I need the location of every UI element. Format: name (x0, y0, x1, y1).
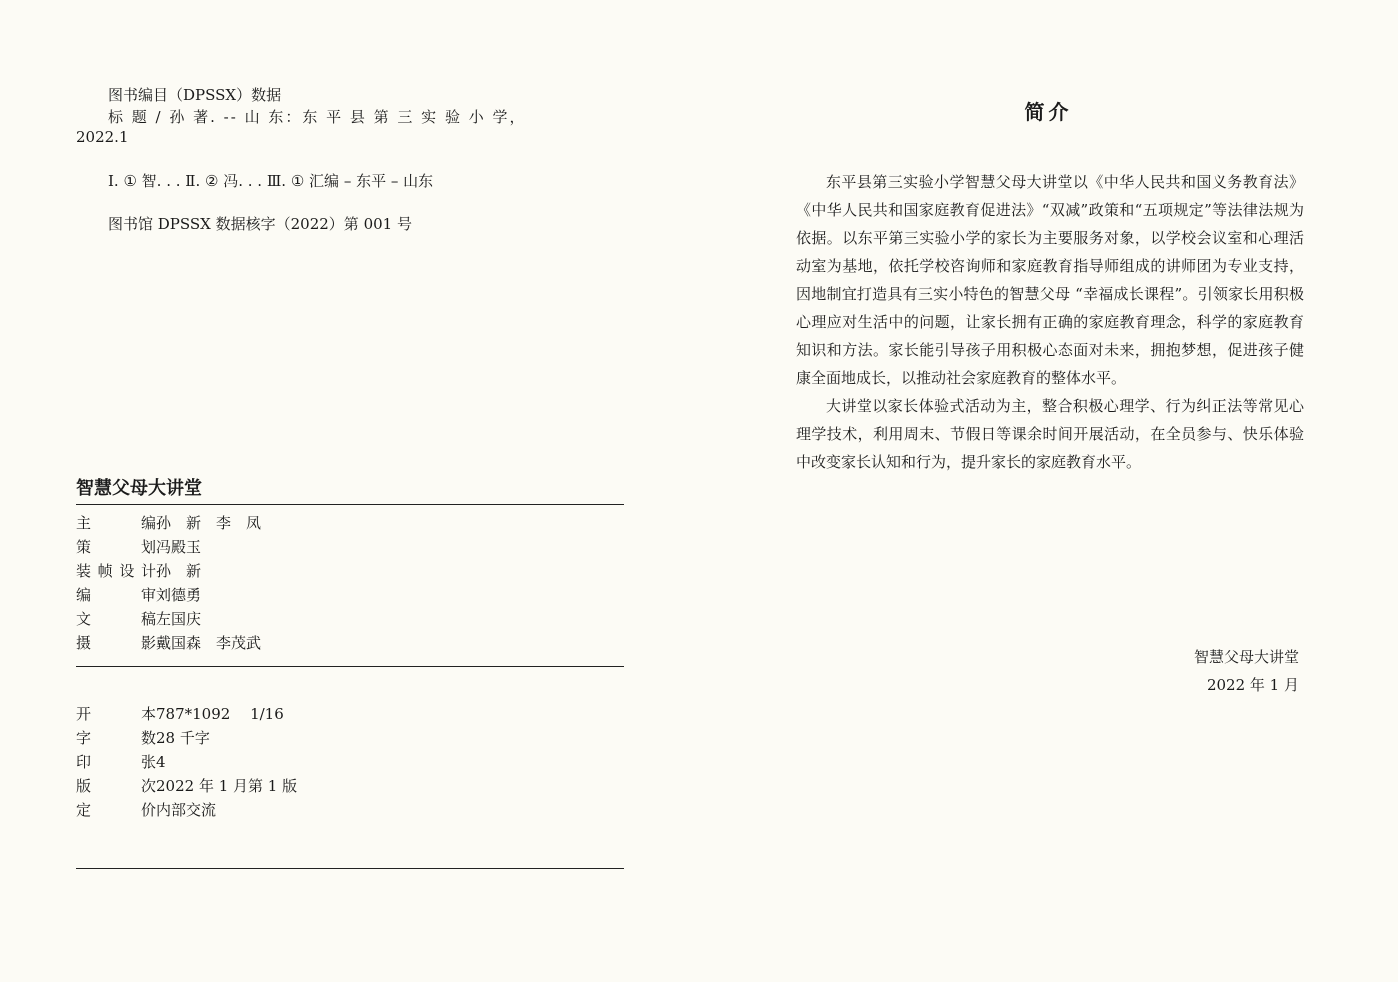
spec-value: 28 千字 (156, 729, 210, 747)
cip-heading: 图书编目（DPSSX）数据 (108, 86, 282, 104)
spec-row (76, 702, 297, 726)
divider-bottom (76, 868, 624, 869)
credit-key: 编 审 (76, 586, 156, 604)
spec-value: 4 (156, 753, 166, 771)
credit-row (76, 607, 261, 631)
spec-key: 版 次 (76, 777, 156, 795)
divider-middle (76, 666, 624, 667)
credit-key: 策 划 (76, 538, 156, 556)
cip-classification: Ⅰ. ① 智. . . Ⅱ. ② 冯. . . Ⅲ. ① 汇编 – 东平 – 山东 (108, 172, 434, 190)
credit-row (76, 583, 261, 607)
introduction-page (699, 0, 1398, 982)
credit-key: 装 帧 设 计 (76, 562, 156, 580)
intro-body (796, 168, 1304, 476)
credit-value: 戴国森 李茂武 (156, 634, 262, 652)
cip-date-line: 2022.1 (76, 128, 129, 146)
credit-value: 刘德勇 (156, 586, 202, 604)
credits-list (76, 511, 261, 655)
intro-title: 简介 (1024, 100, 1073, 124)
spec-key: 印 张 (76, 753, 156, 771)
divider-top (76, 504, 624, 505)
spec-key: 开 本 (76, 705, 156, 723)
credit-key: 摄 影 (76, 634, 156, 652)
credit-row (76, 559, 261, 583)
credit-value: 冯殿玉 (156, 538, 202, 556)
spec-key: 定 价 (76, 801, 156, 819)
book-title: 智慧父母大讲堂 (76, 478, 202, 499)
credit-value: 孙 新 (156, 562, 202, 580)
spec-value: 2022 年 1 月第 1 版 (156, 777, 298, 795)
spec-row (76, 750, 297, 774)
spec-key: 字 数 (76, 729, 156, 747)
signature-org: 智慧父母大讲堂 (1193, 648, 1299, 666)
credit-row (76, 631, 261, 655)
specs-list (76, 702, 297, 822)
spec-value: 内部交流 (156, 801, 217, 819)
spec-row (76, 774, 297, 798)
intro-paragraph: 东平县第三实验小学智慧父母大讲堂以《中华人民共和国义务教育法》《中华人民共和国家庭教育促进法》“双减”政策和“五项规定”等法律法规为依据。以东平第三实验小学的家长为主要服务对象，以学校会议室和心理活动室为基地，依托学校咨询师和家庭教育指导师组成的讲师团为专业支持，因地制宜打造具有三实小特色的智慧父母 “幸福成长课程”。引领家长用积极心理应对生活中的问题，让家长拥有正确的家庭教育理念，科学的家庭教育知识和方法。家长能引导孩子用积极心态面对未来，拥抱梦想，促进孩子健康全面地成长，以推动社会家庭教育的整体水平。 (796, 173, 1304, 387)
credit-key: 文 稿 (76, 610, 156, 628)
credit-key: 主 编 (76, 514, 156, 532)
cip-library-record: 图书馆 DPSSX 数据核字（2022）第 001 号 (108, 215, 412, 233)
credit-value: 孙 新 李 凤 (156, 514, 262, 532)
credit-value: 左国庆 (156, 610, 202, 628)
credit-row (76, 511, 261, 535)
spec-row (76, 798, 297, 822)
credit-row (76, 535, 261, 559)
spec-row (76, 726, 297, 750)
cip-title-line: 标 题 / 孙 著. -- 山 东：东 平 县 第 三 实 验 小 学， (108, 108, 527, 126)
intro-paragraph: 大讲堂以家长体验式活动为主，整合积极心理学、行为纠正法等常见心理学技术，利用周末、节假日等课余时间开展活动，在全员参与、快乐体验中改变家长认知和行为，提升家长的家庭教育水平。 (796, 397, 1304, 471)
signature-date: 2022 年 1 月 (1206, 676, 1299, 694)
spec-value: 787*1092 1/16 (156, 705, 284, 723)
